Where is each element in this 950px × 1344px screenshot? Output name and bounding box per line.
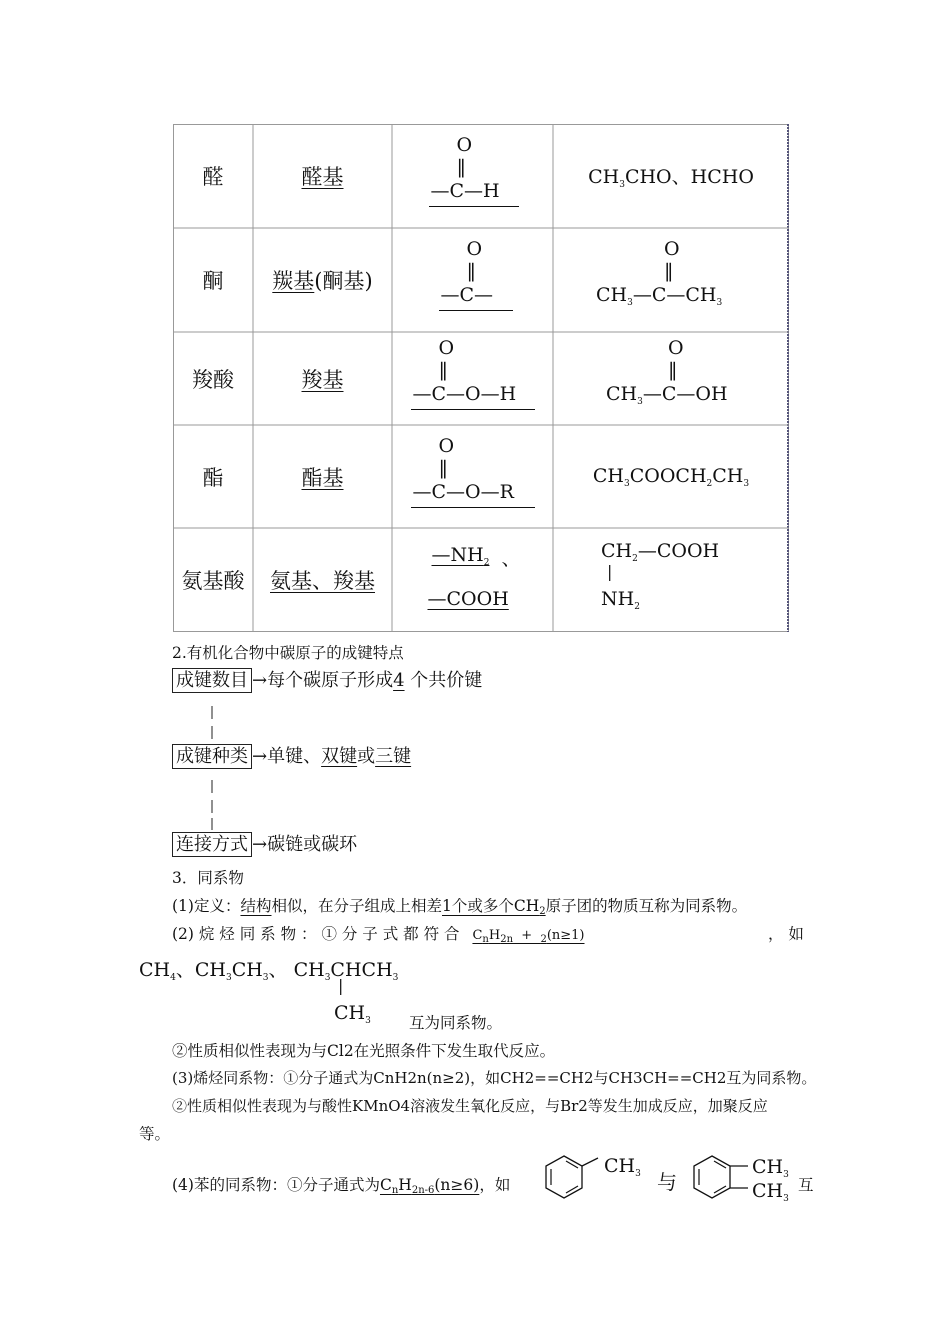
bond-count-line: 成键数目 →每个碳原子形成4 个共价键 [172, 671, 482, 691]
table-row-ester-example: $CH_3COOCH_2CH_3$ [592, 464, 750, 489]
alkane-suffix: ， 如 [768, 925, 804, 943]
table-row-acid-structure: O ‖ —C—O—H [392, 332, 553, 425]
toluene-methyl: $CH_3$ [604, 1155, 641, 1179]
table-row-aldehyde-class: 醛 [202, 165, 224, 189]
table-row-acid-example: O ‖ $CH_3—C—OH$ [606, 336, 728, 407]
connector-dash-1 [205, 702, 219, 744]
table-row-amino-structure: $—NH_2$ 、 —COOH [427, 544, 521, 610]
benzene-homolog-line: (4)苯的同系物：①分子通式为$C_nH_{2n-6}(n\ge 6)$，如 [172, 1176, 511, 1196]
connection-mode-line: 连接方式 →碳链或碳环 [172, 835, 357, 855]
functional-group-table [173, 124, 789, 632]
alkane-homolog-line: (2) 烷 烃 同 系 物 ： ① 分 子 式 都 符 合 $C_nH_{2n} + _2(n\ge 1)$ [172, 925, 585, 945]
and-text: 与 [657, 1170, 677, 1194]
connection-mode-label: 连接方式 [172, 832, 252, 857]
xylene-ring-icon [688, 1150, 752, 1210]
xylene-methyl-1: $CH_3$ [752, 1156, 789, 1180]
bond-type-label: 成键种类 [172, 744, 252, 769]
connector-dash-2 [205, 776, 219, 832]
table-row-ester-group: 酯基 [301, 465, 344, 490]
alkene-property-1: ②性质相似性表现为与酸性KMnO4溶液发生氧化反应，与Br2等发生加成反应，加聚反应 [172, 1097, 768, 1115]
table-row-aldehyde-example: $CH_3CHO$、HCHO [588, 166, 754, 190]
table-row-ketone-group: 羰基(酮基) [272, 269, 373, 293]
bond-count-label: 成键数目 [172, 668, 252, 693]
table-row-ketone-class: 酮 [202, 269, 224, 293]
table-row-aldehyde-group: 醛基 [301, 165, 344, 189]
bond-type-line: 成键种类 →单键、双键或三键 [172, 747, 411, 767]
alkane-examples-formula: $CH_4$、$CH_3CH_3$、 $CH_3CHCH_3$ [139, 959, 399, 983]
table-row-acid-group: 羧基 [301, 367, 344, 392]
table-row-ester-structure: O ‖ —C—O—R [392, 425, 553, 528]
alkane-property: ②性质相似性表现为与Cl2在光照条件下发生取代反应。 [172, 1042, 556, 1060]
benzene-end: 互 [798, 1176, 814, 1194]
toluene-ring-icon [542, 1150, 602, 1210]
table-row-acid-class: 羧酸 [192, 367, 234, 392]
alkene-homolog-line: (3)烯烃同系物：①分子通式为CnH2n(n≥2)，如CH2==CH2与CH3CH==CH2互为同系物。 [172, 1069, 817, 1087]
section-2-title: 2.有机化合物中碳原子的成键特点 [172, 644, 404, 662]
table-row-aldehyde-structure: O ‖ —C—H [392, 124, 553, 228]
alkane-end: 互为同系物。 [409, 1014, 503, 1032]
table-row-amino-group: 氨基、羧基 [270, 569, 375, 593]
homolog-definition: (1)定义：结构相似，在分子组成上相差1个或多个$CH_2$原子团的物质互称为同系物。 [172, 897, 748, 917]
table-row-ester-class: 酯 [202, 465, 224, 490]
section-3-title: 3．同系物 [172, 869, 244, 887]
alkane-branch-bond: | [338, 976, 344, 995]
alkene-property-2: 等。 [139, 1125, 171, 1143]
table-row-amino-class: 氨基酸 [181, 569, 245, 593]
table-row-ketone-structure: O ‖ —C— [392, 228, 553, 332]
table-row-ketone-example: O ‖ $CH_3—C—CH_3$ [596, 238, 723, 308]
xylene-methyl-2: $CH_3$ [752, 1180, 789, 1204]
table-row-amino-example: $CH_2—COOH$ | $NH_2$ [601, 540, 720, 612]
alkane-branch-methyl: $CH_3$ [334, 1002, 371, 1026]
